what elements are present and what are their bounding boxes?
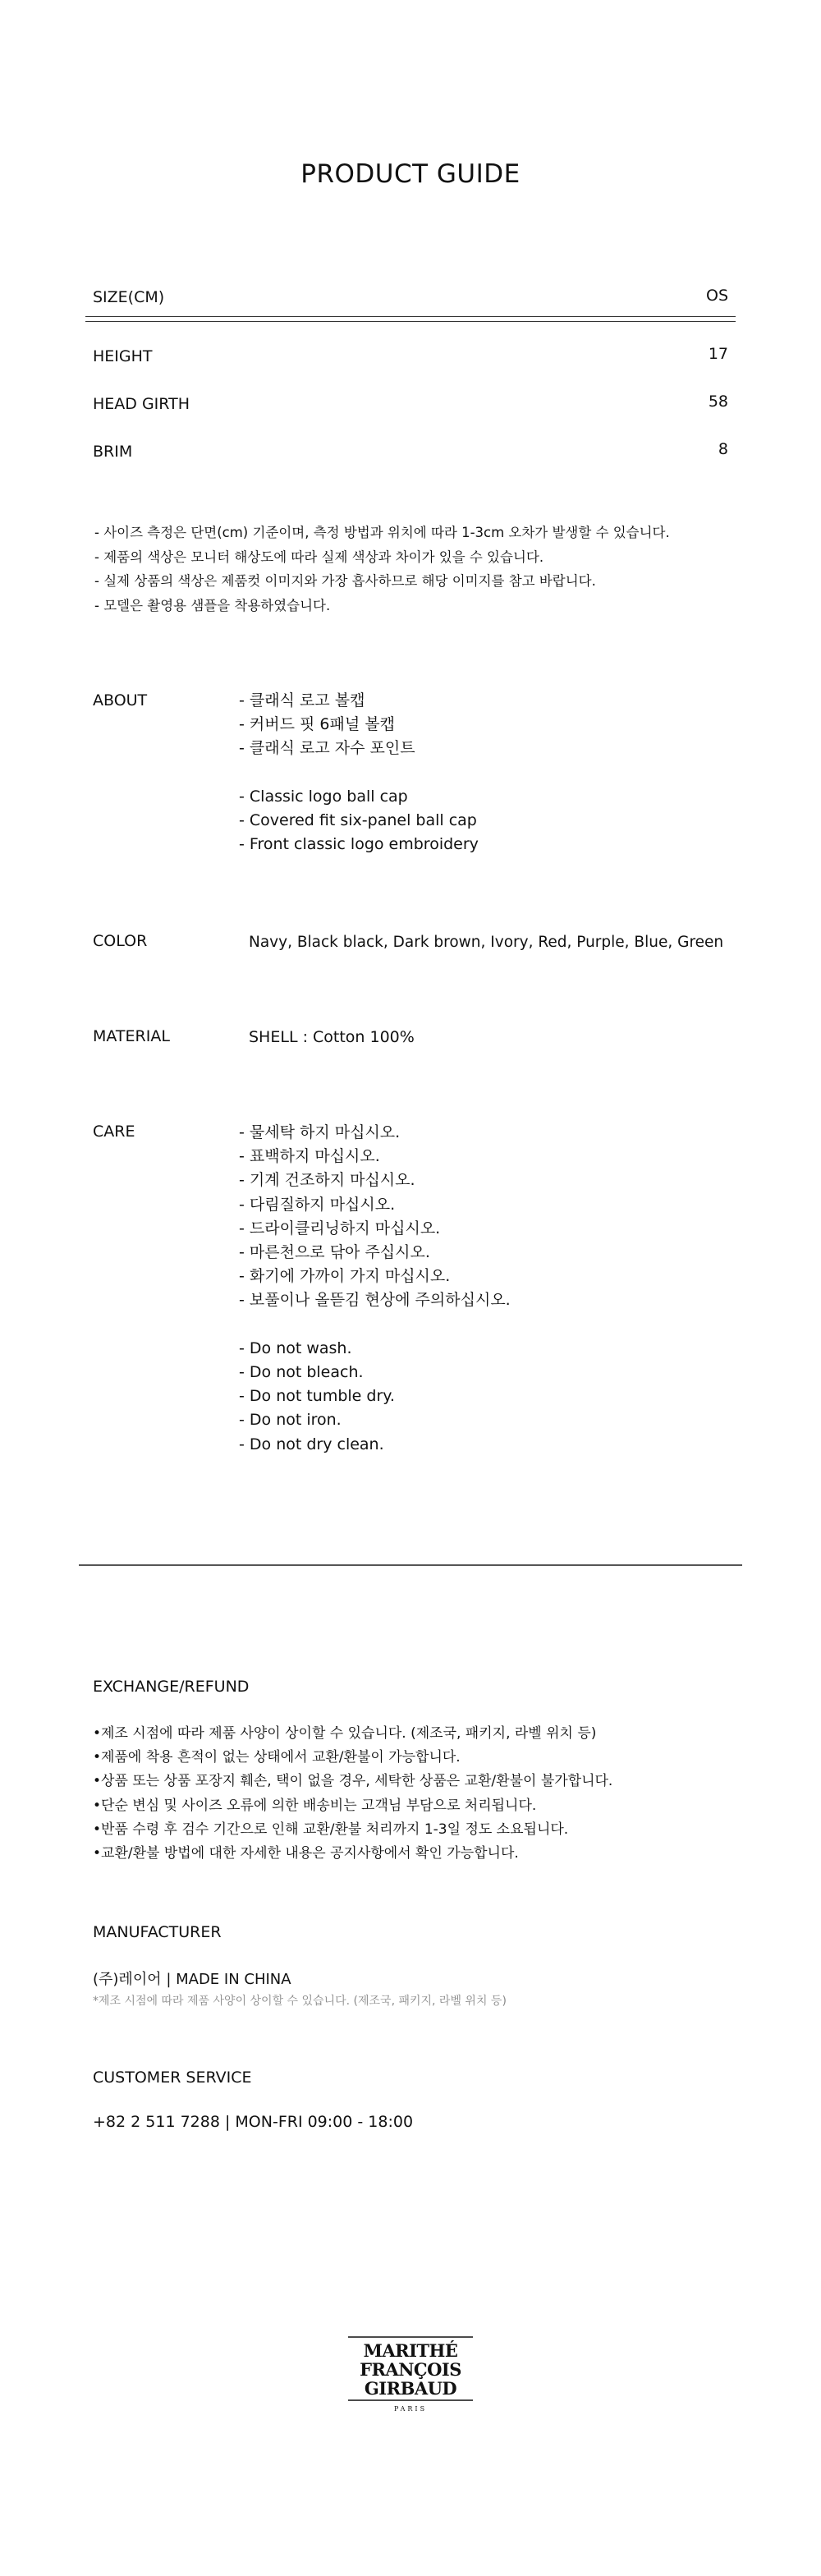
- logo-line-1: MARITHÉ: [363, 2340, 458, 2361]
- note-line: - 실제 상품의 색상은 제품컷 이미지와 가장 흡사하므로 해당 이미지를 참고 바랍니다.: [94, 573, 596, 589]
- about-line: - Covered fit six-panel ball cap: [239, 811, 477, 829]
- size-row-brim-label: BRIM: [93, 443, 133, 461]
- color-value: Navy, Black black, Dark brown, Ivory, Red, Purple, Blue, Green: [249, 934, 724, 951]
- size-table-header-label: SIZE(CM): [93, 288, 165, 306]
- manufacturer-note: *제조 시점에 따라 제품 사양이 상이할 수 있습니다. (제조국, 패키지, 라벨 위치 등): [93, 1995, 507, 2008]
- care-line: - Do not tumble dry.: [239, 1387, 395, 1406]
- care-line: - 마른천으로 닦아 주십시오.: [239, 1243, 430, 1262]
- care-label: CARE: [93, 1123, 135, 1141]
- care-line: - 화기에 가까이 가지 마십시오.: [239, 1267, 451, 1286]
- care-line: - Do not iron.: [239, 1411, 342, 1430]
- logo-line-2: FRANÇOIS: [360, 2359, 461, 2380]
- manufacturer-heading: MANUFACTURER: [93, 1923, 222, 1941]
- care-text: [239, 1121, 511, 1457]
- size-table-divider: [85, 316, 736, 317]
- size-row-height-value: 17: [708, 345, 728, 363]
- exchange-list: [93, 1722, 612, 1866]
- care-line: - 물세탁 하지 마십시오.: [239, 1123, 401, 1141]
- exchange-line: •단순 변심 및 사이즈 오류에 의한 배송비는 고객님 부담으로 처리됩니다.: [93, 1797, 537, 1814]
- exchange-line: •상품 또는 상품 포장지 훼손, 택이 없을 경우, 세탁한 상품은 교환/환불이 불가합니다.: [93, 1773, 613, 1790]
- size-row-head-girth-value: 58: [708, 393, 728, 411]
- size-notes: [94, 521, 670, 618]
- note-line: - 제품의 색상은 모니터 해상도에 따라 실제 색상과 차이가 있을 수 있습니다.: [94, 549, 544, 565]
- brand-logo-mark: [345, 2335, 476, 2414]
- customer-service-heading: CUSTOMER SERVICE: [93, 2069, 252, 2087]
- customer-service-contact: +82 2 511 7288 | MON-FRI 09:00 - 18:00: [93, 2113, 414, 2131]
- care-line: - 다림질하지 마십시오.: [239, 1195, 396, 1214]
- care-line: - Do not bleach.: [239, 1363, 364, 1382]
- material-value: SHELL : Cotton 100%: [249, 1028, 415, 1046]
- size-table-header-value: OS: [705, 287, 728, 305]
- care-line: - 드라이클리닝하지 마십시오.: [239, 1219, 441, 1237]
- size-row-height-label: HEIGHT: [93, 347, 153, 365]
- brand-logo: [345, 2335, 476, 2414]
- about-line: [239, 761, 479, 785]
- note-line: - 모델은 촬영용 샘플을 착용하였습니다.: [94, 597, 331, 613]
- about-line: - 클래식 로고 자수 포인트: [239, 739, 415, 758]
- page-title: PRODUCT GUIDE: [300, 159, 521, 189]
- size-table-divider-second: [85, 321, 736, 322]
- about-line: - Classic logo ball cap: [239, 787, 408, 806]
- note-line: - 사이즈 측정은 단면(cm) 기준이며, 측정 방법과 위치에 따라 1-3cm 오차가 발생할 수 있습니다.: [94, 525, 670, 540]
- care-line: - Do not dry clean.: [239, 1435, 384, 1453]
- exchange-line: •교환/환불 방법에 대한 자세한 내용은 공지사항에서 확인 가능합니다.: [93, 1845, 519, 1862]
- exchange-line: •제조 시점에 따라 제품 사양이 상이할 수 있습니다. (제조국, 패키지, 라벨 위치 등): [93, 1725, 597, 1742]
- size-row-head-girth-label: HEAD GIRTH: [93, 395, 190, 413]
- section-divider: [79, 1564, 742, 1566]
- about-line: - 클래식 로고 볼캡: [239, 691, 365, 709]
- exchange-heading: EXCHANGE/REFUND: [93, 1678, 250, 1696]
- care-line: - 기계 건조하지 마십시오.: [239, 1171, 415, 1190]
- about-label: ABOUT: [93, 691, 148, 709]
- manufacturer-value: (주)레이어 | MADE IN CHINA: [93, 1971, 291, 1988]
- size-row-brim-value: 8: [718, 440, 728, 458]
- color-label: COLOR: [93, 932, 148, 950]
- logo-line-4: PARIS: [393, 2405, 428, 2413]
- about-text: [239, 689, 479, 856]
- care-line: [239, 1313, 511, 1337]
- exchange-line: •반품 수령 후 검수 기간으로 인해 교환/환불 처리까지 1-3일 정도 소요됩니다.: [93, 1821, 569, 1838]
- care-line: - 표백하지 마십시오.: [239, 1147, 380, 1166]
- logo-line-3: GIRBAUD: [364, 2378, 457, 2399]
- material-label: MATERIAL: [93, 1027, 170, 1045]
- exchange-line: •제품에 착용 흔적이 없는 상태에서 교환/환불이 가능합니다.: [93, 1749, 461, 1766]
- care-line: - 보풀이나 올뜯김 현상에 주의하십시오.: [239, 1291, 511, 1310]
- care-line: - Do not wash.: [239, 1339, 352, 1357]
- about-line: - Front classic logo embroidery: [239, 835, 479, 854]
- about-line: - 커버드 핏 6패널 볼캡: [239, 715, 395, 734]
